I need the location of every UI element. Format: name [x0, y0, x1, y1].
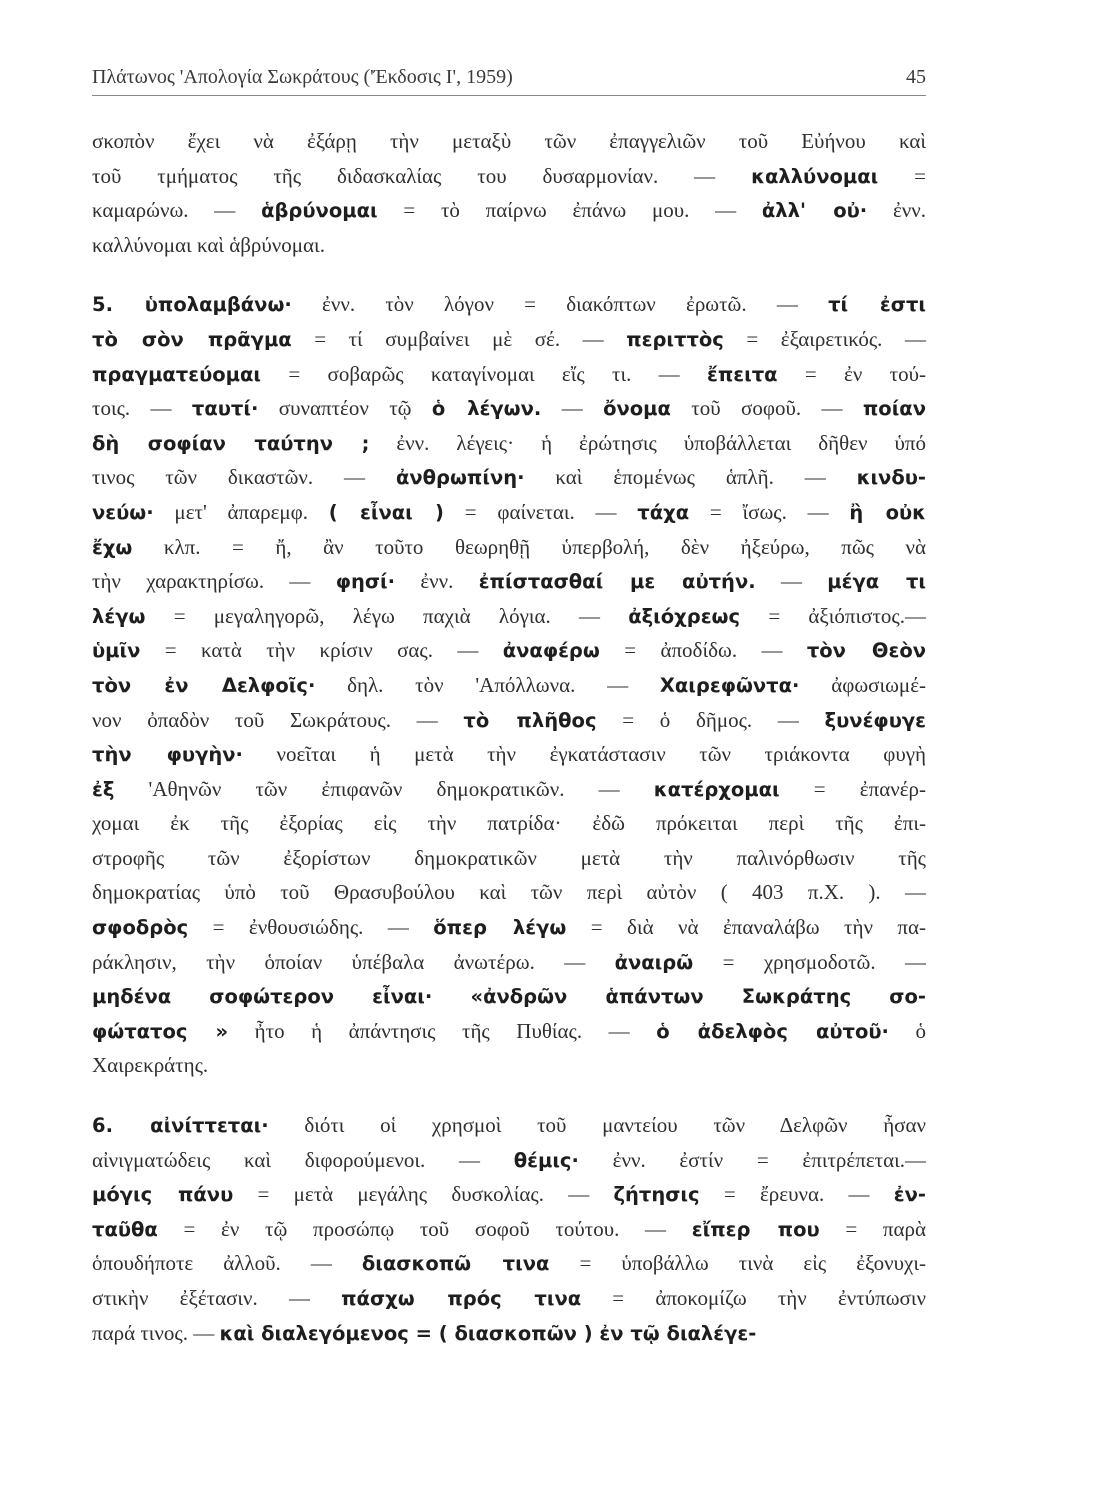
- lemma-term: ταῦθα: [92, 1217, 158, 1241]
- running-title: Πλάτωνος 'Απολογία Σωκράτους ('Έκδοσις Ι', 1959): [92, 66, 513, 88]
- gloss-text: δημοκρατίας ὑπὸ τοῦ Θρασυβούλου καὶ τῶν περὶ αὐτὸν ( 403 π.Χ. ). —: [92, 880, 926, 905]
- lemma-term: τὸν ἐν Δελφοῖς·: [92, 673, 316, 697]
- lemma-term: περιττὸς: [626, 327, 724, 351]
- gloss-text: αἰνιγματώδεις καὶ διφορούμενοι. —: [92, 1147, 514, 1172]
- lemma-term: πραγματεύομαι: [92, 362, 262, 386]
- lemma-term: σφοδρὸς: [92, 916, 189, 940]
- lemma-term: ἀναφέρω: [502, 639, 600, 663]
- lemma-term: φησί·: [335, 570, 396, 594]
- text-line: [92, 841, 926, 876]
- gloss-text: σκοπὸν ἔχει νὰ ἐξάρῃ τὴν μεταξὺ τῶν ἐπαγγελιῶν τοῦ Εὐήνου καὶ: [92, 129, 926, 153]
- gloss-text: = ἐπανέρ-: [779, 776, 926, 801]
- gloss-text: ἐνν. τὸν λόγον = διακόπτων ἐρωτῶ. —: [291, 292, 829, 317]
- gloss-text: = χρησμοδοτῶ. —: [693, 949, 926, 974]
- gloss-text: = ὁ δῆμος. —: [596, 707, 825, 732]
- gloss-text: διότι οἱ χρησμοὶ τοῦ μαντείου τῶν Δελφῶν ἦσαν: [268, 1113, 926, 1138]
- lemma-term: λέγω: [92, 604, 146, 628]
- lemma-term: ξυνέφυγε: [824, 708, 926, 732]
- gloss-text: = μετὰ μεγάλης δυσκολίας. —: [233, 1182, 614, 1207]
- paragraph-gap: [92, 1083, 926, 1108]
- text-line: [92, 1212, 926, 1247]
- lemma-term: ἀλλ' οὐ·: [761, 199, 868, 223]
- lemma-term: ἀναιρῶ: [614, 950, 694, 974]
- gloss-text: μετ' ἀπαρεμφ.: [153, 499, 329, 524]
- gloss-text: ἦτο ἡ ἀπάντησις τῆς Πυθίας. —: [228, 1018, 657, 1043]
- lemma-term: Χαιρεφῶντα·: [659, 673, 800, 697]
- text-line: [92, 979, 926, 1014]
- gloss-text: ράκλησιν, τὴν ὁποίαν ὑπέβαλα ἀνωτέρω. —: [92, 949, 615, 974]
- gloss-text: νοεῖται ἡ μετὰ τὴν ἐγκατάστασιν τῶν τριάκοντα φυγὴ: [242, 742, 926, 767]
- gloss-text: καλλύνομαι καὶ ἁβρύνομαι.: [92, 232, 325, 257]
- gloss-text: ἐνν.: [395, 569, 479, 594]
- lemma-term: τὸν Θεὸν: [806, 639, 926, 663]
- text-line: [92, 228, 926, 263]
- gloss-text: ὁπουδήποτε ἀλλοῦ. —: [92, 1251, 362, 1276]
- lemma-term: ἐξ: [92, 777, 115, 801]
- text-line: [92, 1246, 926, 1281]
- lemma-term: ἐπίστασθαί με αὐτήν.: [478, 570, 756, 594]
- gloss-text: = ἀξιόπιστος.—: [740, 603, 926, 628]
- lemma-term: θέμις·: [513, 1148, 579, 1172]
- lemma-term: τὴν φυγὴν·: [92, 743, 243, 767]
- gloss-text: = παρὰ: [819, 1216, 926, 1241]
- text-line: [92, 1048, 926, 1083]
- text-line: [92, 633, 926, 668]
- lemma-term: 5. ὑπολαμβάνω·: [92, 293, 292, 317]
- text-line: [92, 287, 926, 322]
- lemma-term: καὶ διαλεγόμενος = ( διασκοπῶν ) ἐν τῷ διαλέγε-: [219, 1321, 757, 1345]
- text-line: [92, 460, 926, 495]
- gloss-text: = φαίνεται. —: [443, 499, 638, 524]
- lemma-term: ἀνθρωπίνη·: [395, 466, 525, 490]
- lemma-term: ὄνομα: [603, 397, 671, 421]
- gloss-text: δηλ. τὸν 'Απόλλωνα. —: [315, 672, 660, 697]
- lemma-term: νεύω·: [92, 500, 154, 524]
- gloss-text: —: [755, 569, 828, 594]
- lemma-term: μηδένα σοφώτερον εἶναι· «ἀνδρῶν ἁπάντων Σωκράτης σο-: [92, 985, 926, 1009]
- lemma-term: ἁβρύνομαι: [261, 199, 378, 223]
- lemma-term: καλλύνομαι: [751, 164, 879, 188]
- gloss-text: συναπτέον τῷ: [258, 396, 432, 421]
- lemma-term: τί ἐστι: [828, 293, 926, 317]
- gloss-text: = ἐν τῷ προσώπῳ τοῦ σοφοῦ τούτου. —: [157, 1216, 692, 1241]
- text-line: [92, 322, 926, 357]
- lemma-term: ( εἶναι ): [328, 500, 444, 524]
- gloss-text: = ἔρευνα. —: [699, 1182, 894, 1207]
- text-line: [92, 945, 926, 980]
- gloss-text: ὁ: [888, 1018, 926, 1043]
- gloss-text: = ἐνθουσιώδης. —: [188, 915, 434, 940]
- lemma-term: ὅπερ λέγω: [433, 916, 567, 940]
- lemma-term: τάχα: [637, 500, 690, 524]
- lemma-term: ἢ οὐκ: [849, 500, 926, 524]
- text-line: [92, 1108, 926, 1143]
- lemma-term: τὸ σὸν πρᾶγμα: [92, 327, 292, 351]
- gloss-text: 'Αθηνῶν τῶν ἐπιφανῶν δημοκρατικῶν. —: [114, 776, 654, 801]
- text-line: [92, 357, 926, 392]
- gloss-text: = τί συμβαίνει μὲ σέ. —: [291, 326, 627, 351]
- text-line: [92, 1014, 926, 1049]
- text-line: [92, 391, 926, 426]
- lemma-term: ἐν-: [893, 1183, 926, 1207]
- lemma-term: ὁ λέγων.: [431, 397, 542, 421]
- lemma-term: μέγα τι: [827, 570, 926, 594]
- lemma-term: ὁ ἀδελφὸς αὐτοῦ·: [656, 1019, 889, 1043]
- lemma-term: ἔπειτα: [706, 362, 778, 386]
- gloss-text: = ἐν τού-: [777, 361, 926, 386]
- gloss-text: καμαρώνω. —: [92, 198, 262, 223]
- text-line: [92, 910, 926, 945]
- paragraph-gap: [92, 262, 926, 287]
- text-line: [92, 1143, 926, 1178]
- text-line: [92, 193, 926, 228]
- gloss-text: = ἀποδίδω. —: [599, 638, 807, 663]
- gloss-text: = κατὰ τὴν κρίσιν σας. —: [140, 638, 503, 663]
- gloss-text: τοις. —: [92, 396, 192, 421]
- gloss-text: = σοβαρῶς καταγίνομαι εἴς τι. —: [261, 361, 707, 386]
- lemma-term: εἴπερ που: [691, 1217, 820, 1241]
- gloss-text: ἐνν. λέγεις· ἡ ἐρώτησις ὑποβάλλεται δῆθεν ὑπό: [369, 430, 926, 455]
- gloss-text: = τὸ παίρνω ἐπάνω μου. —: [377, 198, 762, 223]
- text-line: [92, 1316, 926, 1351]
- text-line: [92, 495, 926, 530]
- lemma-term: ἔχω: [92, 535, 133, 559]
- text-line: [92, 564, 926, 599]
- gloss-text: = μεγαληγορῶ, λέγω παχιὰ λόγια. —: [145, 603, 629, 628]
- gloss-text: Χαιρεκράτης.: [92, 1053, 209, 1078]
- text-line: [92, 737, 926, 772]
- gloss-text: τινος τῶν δικαστῶν. —: [92, 465, 396, 490]
- gloss-text: κλπ. = ἤ, ἂν τοῦτο θεωρηθῇ ὑπερβολή, δὲν ἠξεύρω, πῶς νὰ: [132, 534, 926, 559]
- text-line: [92, 1281, 926, 1316]
- text-line: [92, 159, 926, 194]
- lemma-term: ποίαν: [862, 397, 926, 421]
- text-line: [92, 1177, 926, 1212]
- page-header: [92, 66, 926, 96]
- lemma-term: 6. αἰνίττεται·: [92, 1114, 269, 1138]
- lemma-term: δὴ σοφίαν ταύτην ;: [92, 431, 370, 455]
- gloss-text: = ἀποκομίζω τὴν ἐντύπωσιν: [581, 1286, 926, 1310]
- page-number: 45: [906, 66, 926, 88]
- lemma-term: κινδυ-: [856, 466, 926, 490]
- lemma-term: κατέρχομαι: [653, 777, 780, 801]
- lemma-term: τὸ πλῆθος: [463, 708, 597, 732]
- gloss-text: = ὑποβάλλω τινὰ εἰς ἐξονυχι-: [549, 1251, 926, 1276]
- lemma-term: ταυτί·: [191, 397, 259, 421]
- gloss-text: = ἴσως. —: [689, 499, 850, 524]
- text-line: [92, 875, 926, 910]
- gloss-text: τοῦ σοφοῦ. —: [670, 396, 863, 421]
- lemma-term: μόγις πάνυ: [92, 1183, 234, 1207]
- text-line: [92, 124, 926, 159]
- text-line: [92, 772, 926, 807]
- gloss-text: —: [541, 396, 604, 421]
- lemma-term: διασκοπῶ τινα: [361, 1252, 550, 1276]
- gloss-text: χομαι ἐκ τῆς ἐξορίας εἰς τὴν πατρίδα· ἐδῶ πρόκειται περὶ τῆς ἐπι-: [92, 811, 926, 836]
- lemma-term: ἀξιόχρεως: [628, 604, 741, 628]
- commentary-text: [92, 124, 926, 1350]
- gloss-text: τὴν χαρακτηρίσω. —: [92, 569, 336, 594]
- gloss-text: στικὴν ἐξέτασιν. —: [92, 1286, 342, 1310]
- gloss-text: =: [878, 163, 926, 188]
- gloss-text: παρά τινος. —: [92, 1320, 220, 1345]
- gloss-text: νον ὀπαδὸν τοῦ Σωκράτους. —: [92, 707, 464, 732]
- gloss-text: ἀφωσιωμέ-: [799, 672, 926, 697]
- gloss-text: καὶ ἑπομένως ἁπλῆ. —: [524, 465, 857, 490]
- text-line: [92, 806, 926, 841]
- text-line: [92, 530, 926, 565]
- text-line: [92, 426, 926, 461]
- text-line: [92, 668, 926, 703]
- lemma-term: ζήτησις: [613, 1183, 700, 1207]
- gloss-text: ἐνν. ἐστίν = ἐπιτρέπεται.—: [578, 1147, 926, 1172]
- gloss-text: στροφῆς τῶν ἐξορίστων δημοκρατικῶν μετὰ τὴν παλινόρθωσιν τῆς: [92, 845, 926, 870]
- lemma-term: φώτατος »: [92, 1019, 229, 1043]
- gloss-text: τοῦ τμήματος τῆς διδασκαλίας του δυσαρμονίαν. —: [92, 163, 752, 188]
- lemma-term: πάσχω πρός τινα: [341, 1287, 582, 1310]
- gloss-text: ἐνν.: [867, 198, 927, 223]
- text-line: [92, 703, 926, 738]
- text-line: [92, 599, 926, 634]
- lemma-term: ὑμῖν: [92, 639, 141, 663]
- gloss-text: = διὰ νὰ ἐπαναλάβω τὴν πα-: [566, 915, 926, 940]
- gloss-text: = ἐξαιρετικός. —: [723, 326, 926, 351]
